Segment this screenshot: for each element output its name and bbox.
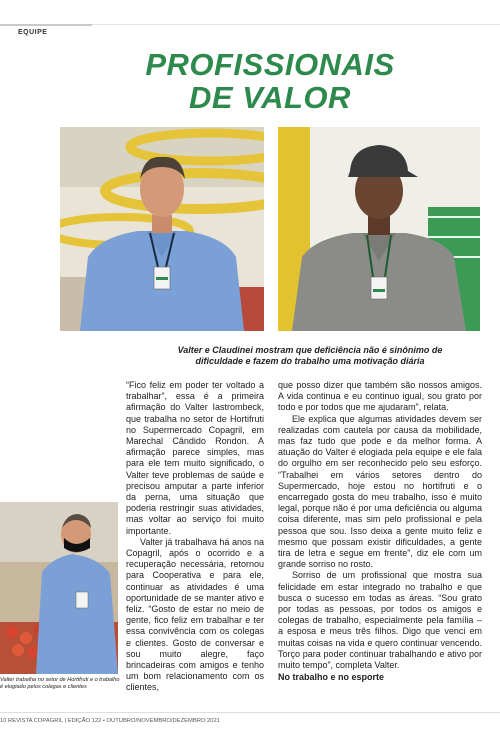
col1-paragraph-1: “Fico feliz em poder ter voltado a trabalhar”, essa é a primeira afirmação do Valter Iastrombeck, que trabalha no setor de Hortifruti no Supermercado Copagril, em Marechal Cândido Rondon. A afirmação parece simples, mas para ele tem muito significado, o Valter teve problemas de saúde e precisou amputar a parte inferior da perna, uma situação que poderia restringir suas atividades, mas voltar ao serviço foi muito importante. [126,380,264,536]
article-column-1 [126,380,264,694]
page-footer: 10 REVISTA COPAGRIL | EDIÇÃO 122 • OUTUBRO/NOVEMBRO/DEZEMBRO 2021 [0,718,220,724]
header-rule-light [92,24,500,25]
header-rule [0,24,92,26]
page-title-line2: DE VALOR [189,80,351,115]
photo-claudinei [278,127,480,331]
photo-caption: Valter e Claudinei mostram que deficiência não é sinônimo de dificuldade e fazem do trabalho uma motivação diária [177,345,443,366]
section-label: EQUIPE [18,29,48,36]
col2-paragraph-3: Sorriso de um profissional que mostra sua felicidade em estar integrado no trabalho e que busca o sucesso em todas as áreas. “Sou grato por todas as pessoas, por todos os amigos e colegas de trabalho, especialmente pela família – a esposa e meus três filhos. Digo que venci em muitas coisas na vida e quero continuar vencendo. Torço para poder continuar trabalhando e ativo por muito tempo”, completa Valter. [278,570,482,671]
col1-paragraph-2: Valter já trabalhava há anos na Copagril, após o ocorrido e a recuperação necessária, retornou para Cooperativa e para ele, continuar as atividades é uma oportunidade de se manter ativo e feliz. “Gosto de estar no meio de gente, fico feliz em trabalhar e ter essa convivência com os colegas e clientes. Gosto de conversar e sou muito alegre, faço brincadeiras com amigos e tenho um bom relacionamento com os clientes, [126,536,264,693]
col2-paragraph-1: que posso dizer que também são nossos amigos. A vida continua e eu continuo igual, sou grato por todo e por todos que me ajudaram”, relata. [278,380,482,413]
photo-valter [60,127,264,331]
photo-valter-hortifruti [0,502,118,674]
article-column-2 [278,380,482,683]
col2-paragraph-2: Ele explica que algumas atividades devem ser realizadas com cautela por causa da mobilidade, mas faz tudo que pode e da melhor forma. A atuação do Valter é elogiada pela equipe e ele fala do orgulho em ser reconhecido pelo seu esforço. “Trabalhei em vários setores dentro do Supermercado, hoje estou no hortifruti e o encarregado gosta do meu trabalho, isso é muito legal, porque não é por uma deficiência ou alguma coisa diferente, mas sim pelo profissional e pela pessoa que sou. Isso deixa a gente muito feliz e mesmo que possam existir dificuldades, a gente tira de letra e segue em frente”, diz ele com um grande sorriso no rosto. [278,413,482,570]
footer-rule [0,712,500,713]
subheading: No trabalho e no esporte [278,672,385,683]
page-title-line1: PROFISSIONAIS [145,47,395,82]
small-photo-caption: Valter trabalha no setor de Hortifruti e o trabalho é elogiado pelos colegas e clientes [0,677,120,690]
